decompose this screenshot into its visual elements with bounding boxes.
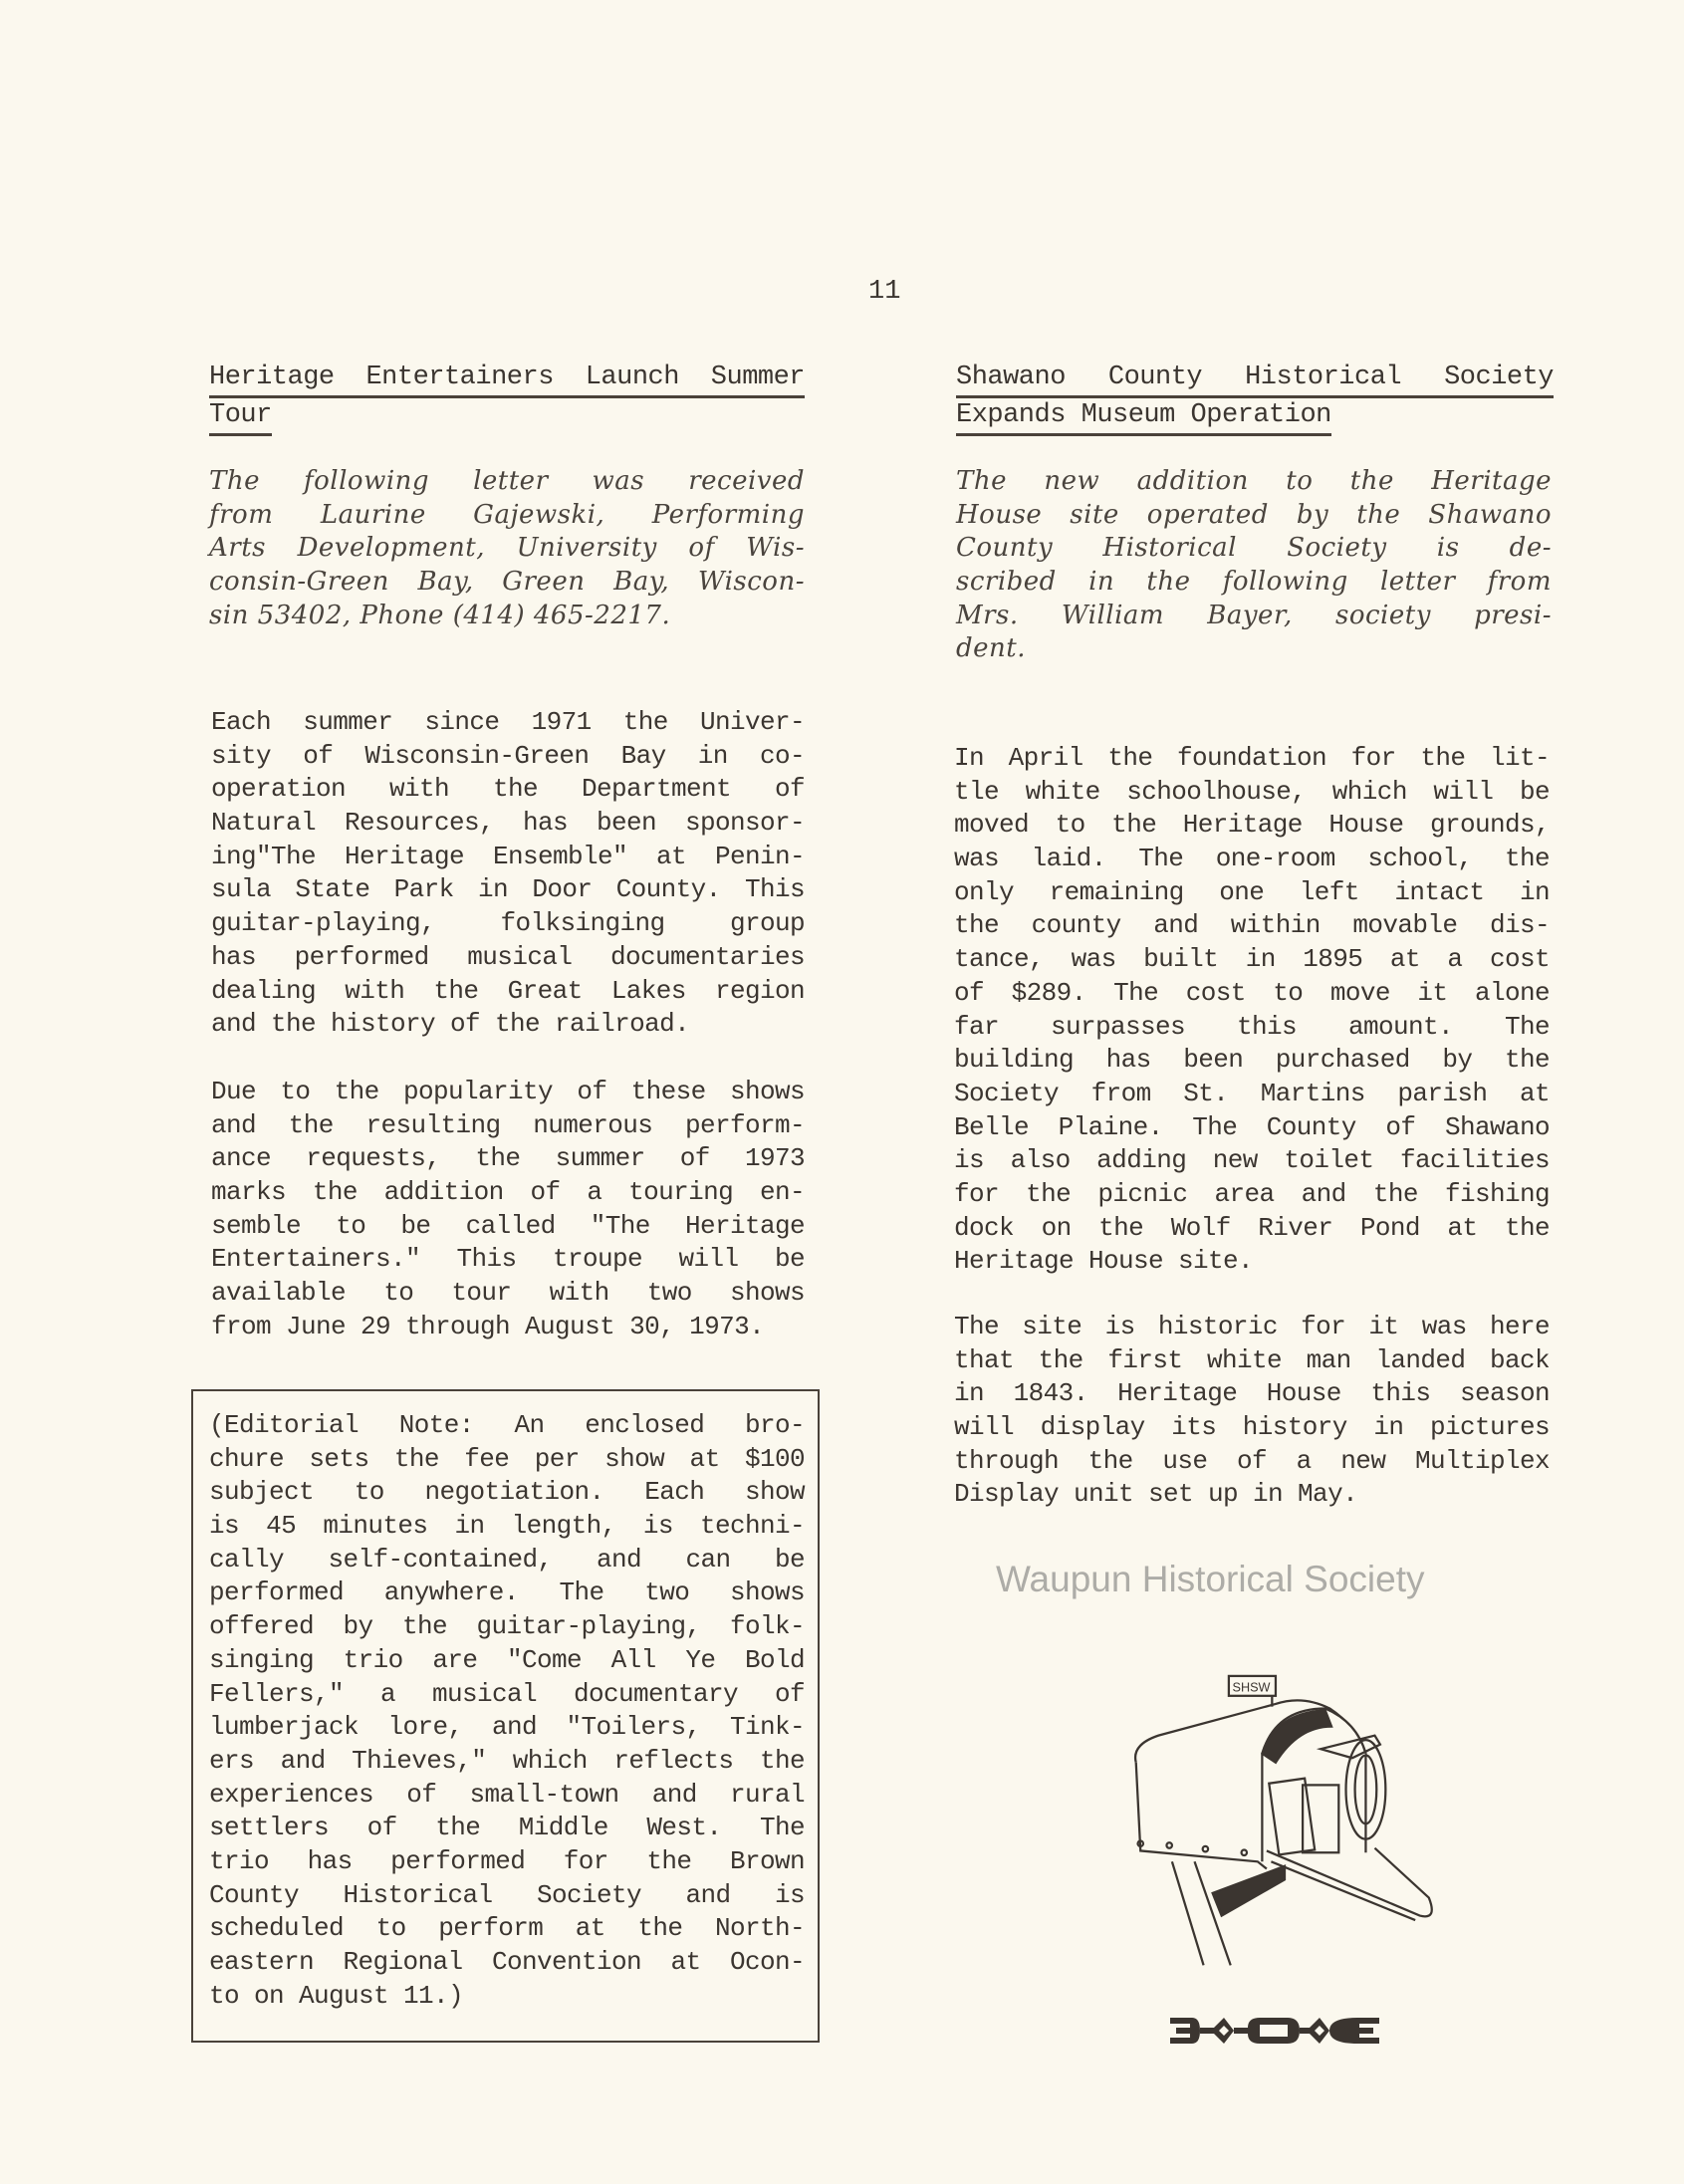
note-line: subject to negotiation. Each show [209,1477,805,1508]
body-line: tle white schoolhouse, which will be [954,776,1550,807]
body-line: Belle Plaine. The County of Shawano [954,1111,1550,1142]
heading-line: Expands Museum Operation [956,398,1331,436]
body-line: dock on the Wolf River Pond at the [954,1212,1550,1243]
intro-line: County Historical Society is de- [956,533,1552,564]
body-line: guitar-playing, folksinging group [211,908,805,939]
body-line: operation with the Department of [211,774,805,805]
left-article-paragraph-2 [211,1076,805,1344]
note-line: experiences of small-town and rural [209,1779,805,1810]
page-number: 11 [868,277,901,307]
body-line: the county and within movable dis- [954,910,1550,941]
left-article-heading [209,361,805,436]
body-line: tance, was built in 1895 at a cost [954,944,1550,975]
intro-line: dent. [956,633,1026,664]
note-line: Fellers," a musical documentary of [209,1678,805,1709]
body-line: ing"The Heritage Ensemble" at Penin- [211,841,805,871]
intro-line: Arts Development, University of Wis- [209,533,805,564]
note-line: County Historical Society and is [209,1879,805,1910]
note-line: scheduled to perform at the North- [209,1913,805,1944]
intro-line: scribed in the following letter from [956,567,1552,598]
body-line: sity of Wisconsin-Green Bay in co- [211,740,805,771]
body-line: dealing with the Great Lakes region [211,975,805,1006]
body-line: available to tour with two shows [211,1278,805,1309]
note-line: eastern Regional Convention at Ocon- [209,1947,805,1977]
heading-line: Shawano County Historical Society [956,361,1554,398]
note-line: ers and Thieves," which reflects the [209,1745,805,1776]
intro-line: House site operated by the Shawano [956,499,1552,530]
body-line: far surpasses this amount. The [954,1011,1550,1042]
heading-line: Heritage Entertainers Launch Summer [209,361,805,398]
body-line: Heritage House site. [954,1246,1254,1277]
right-article-intro [956,465,1552,666]
body-line: was laid. The one-room school, the [954,844,1550,874]
note-line: offered by the guitar-playing, folk- [209,1611,805,1642]
heading-line: Tour [209,398,272,436]
body-line: through the use of a new Multiplex [954,1445,1550,1476]
intro-line: The new addition to the Heritage [956,466,1552,496]
note-line: singing trio are "Come All Ye Bold [209,1644,805,1675]
body-line: Society from St. Martins parish at [954,1078,1550,1108]
intro-line: The following letter was received [209,466,805,496]
note-line: trio has performed for the Brown [209,1845,805,1876]
body-line: and the resulting numerous perform- [211,1109,805,1140]
body-line: moved to the Heritage House grounds, [954,810,1550,841]
note-line: performed anywhere. The two shows [209,1577,805,1608]
body-line: Due to the popularity of these shows [211,1077,805,1106]
intro-line: sin 53402, Phone (414) 465-2217. [209,600,671,630]
chain-ornament [1170,2014,1379,2048]
intro-line: consin-Green Bay, Green Bay, Wiscon- [209,567,805,598]
body-line: sula State Park in Door County. This [211,874,805,905]
watermark: Waupun Historical Society [996,1559,1425,1599]
body-line: In April the foundation for the lit- [954,743,1550,773]
note-line: lumberjack lore, and "Toilers, Tink- [209,1712,805,1743]
body-line: that the first white man landed back [954,1344,1550,1375]
note-line: settlers of the Middle West. The [209,1813,805,1843]
body-line: Entertainers." This troupe will be [211,1244,805,1275]
intro-line: Mrs. William Bayer, society presi- [956,600,1552,630]
note-line: (Editorial Note: An enclosed bro- [209,1410,805,1440]
note-line: chure sets the fee per show at $100 [209,1443,805,1474]
body-line: has performed musical documentaries [211,941,805,972]
body-line: only remaining one left intact in [954,876,1550,907]
body-line: Each summer since 1971 the Univer- [211,707,805,737]
body-line: marks the addition of a touring en- [211,1177,805,1208]
body-line: Display unit set up in May. [954,1479,1358,1510]
body-line: semble to be called "The Heritage [211,1210,805,1241]
body-line: for the picnic area and the fishing [954,1178,1550,1209]
right-article-paragraph-2 [954,1311,1550,1512]
body-line: is also adding new toilet facilities [954,1145,1550,1176]
left-article-paragraph-1 [211,706,805,1042]
body-line: ance requests, the summer of 1973 [211,1143,805,1174]
note-line: to on August 11.) [209,1980,464,2011]
body-line: in 1843. Heritage House this season [954,1378,1550,1409]
right-article-heading [956,361,1554,436]
body-line: will display its history in pictures [954,1412,1550,1443]
intro-line: from Laurine Gajewski, Performing [209,499,805,530]
note-line: is 45 minutes in length, is techni- [209,1511,805,1542]
editorial-note [209,1409,805,2013]
mailbox-illustration [1095,1643,1474,1972]
note-line: cally self-contained, and can be [209,1544,805,1575]
body-line: of $289. The cost to move it alone [954,977,1550,1008]
left-article-intro [209,465,805,632]
body-line: building has been purchased by the [954,1045,1550,1076]
mailbox-flag-text: SHSW [1232,1680,1271,1695]
body-line: and the history of the railroad. [211,1009,690,1040]
body-line: Natural Resources, has been sponsor- [211,808,805,839]
body-line: from June 29 through August 30, 1973. [211,1311,765,1341]
right-article-paragraph-1 [954,742,1550,1279]
body-line: The site is historic for it was here [954,1312,1550,1341]
